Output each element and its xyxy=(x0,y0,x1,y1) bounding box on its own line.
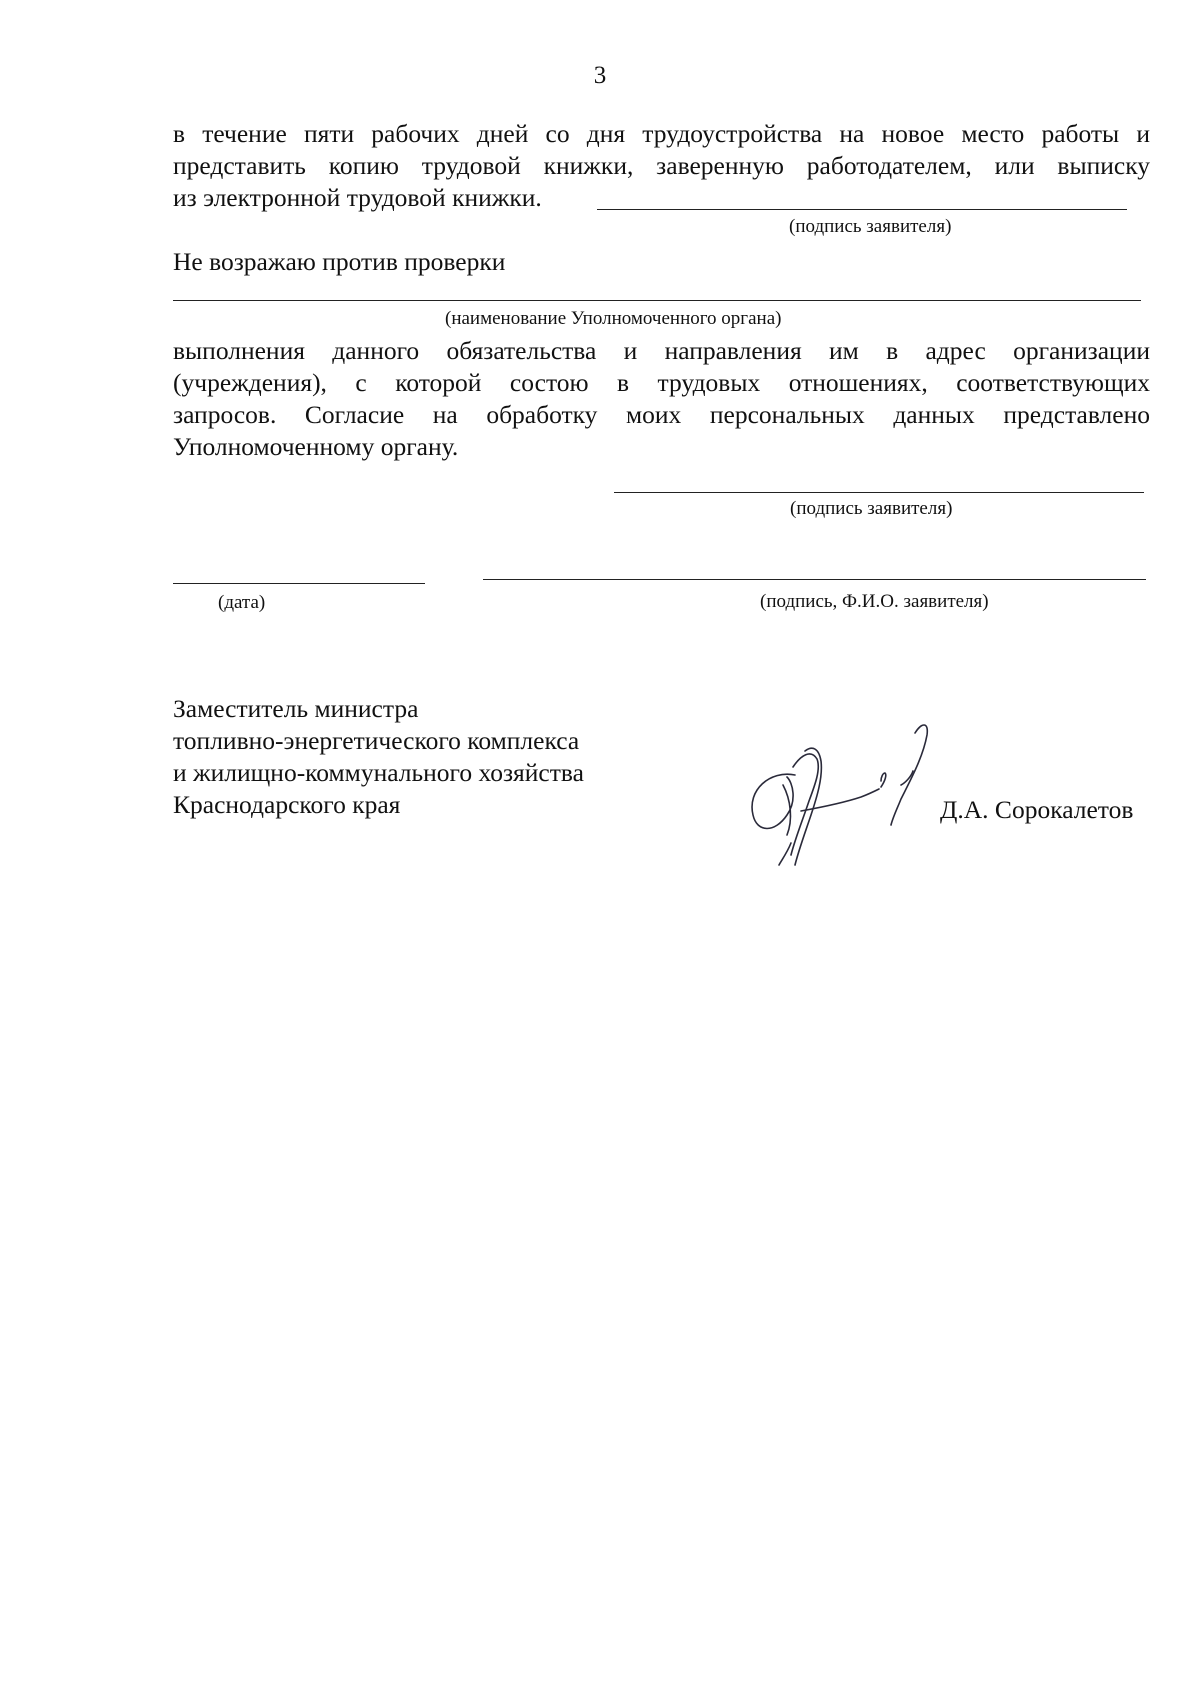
handwritten-signature xyxy=(735,715,955,875)
paragraph-consent xyxy=(173,335,1150,463)
paragraph-line: выполнения данного обязательства и направления им в адрес организации xyxy=(173,336,1150,365)
signatory-title xyxy=(173,693,584,821)
date-line xyxy=(173,583,425,584)
caption-authority-name: (наименование Уполномоченного органа) xyxy=(445,308,782,329)
signature-line xyxy=(614,492,1144,493)
paragraph-line: Уполномоченному органу. xyxy=(173,432,459,461)
signatory-name: Д.А. Сорокалетов xyxy=(940,795,1134,824)
caption-applicant-signature: (подпись заявителя) xyxy=(790,498,953,519)
page-number: 3 xyxy=(593,62,607,89)
paragraph-line: представить копию трудовой книжки, заверенную работодателем, или выписку xyxy=(173,151,1150,180)
signature-line xyxy=(597,209,1127,210)
paragraph-line: (учреждения), с которой состою в трудовых отношениях, соответствующих xyxy=(173,368,1150,397)
caption-signature-fullname: (подпись, Ф.И.О. заявителя) xyxy=(760,591,989,612)
caption-applicant-signature: (подпись заявителя) xyxy=(789,216,952,237)
signatory-title-line: Краснодарского края xyxy=(173,790,401,819)
paragraph-obligation xyxy=(173,118,1150,214)
signatory-title-line: и жилищно-коммунального хозяйства xyxy=(173,758,584,787)
authority-name-line xyxy=(173,300,1141,301)
signature-name-line xyxy=(483,579,1146,580)
signatory-title-line: Заместитель министра xyxy=(173,694,419,723)
paragraph-line: запросов. Согласие на обработку моих персональных данных представлено xyxy=(173,400,1150,429)
no-objection-text: Не возражаю против проверки xyxy=(173,247,506,276)
paragraph-line: из электронной трудовой книжки. xyxy=(173,183,542,212)
caption-date: (дата) xyxy=(218,592,266,613)
signatory-title-line: топливно-энергетического комплекса xyxy=(173,726,580,755)
paragraph-line: в течение пяти рабочих дней со дня трудоустройства на новое место работы и xyxy=(173,119,1150,148)
